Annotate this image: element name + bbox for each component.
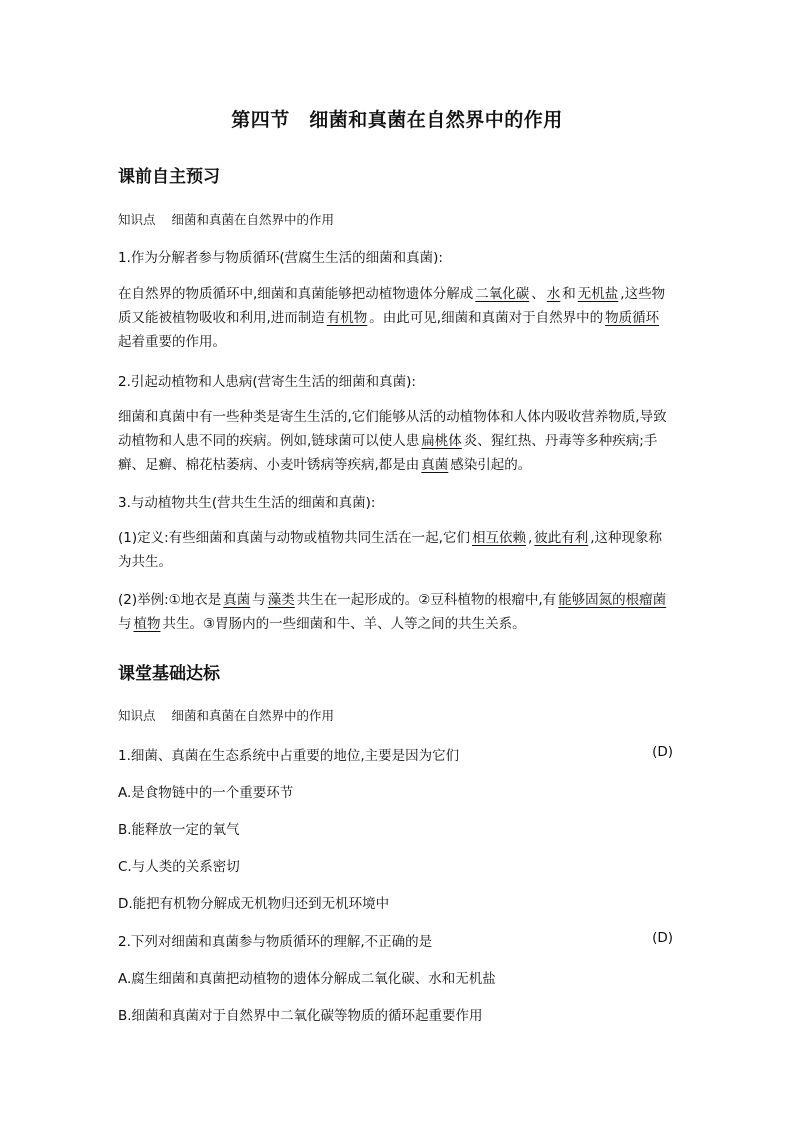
blank-answer: 扁桃体 [421,433,462,449]
kp-label: 知识点 [118,212,156,227]
point-3-examples [118,588,673,636]
kp-label: 知识点 [118,708,156,723]
point-1-title: 1.作为分解者参与物质循环(营腐生生活的细菌和真菌): [118,250,443,266]
text-run: (2)举例:①地衣是 [118,592,222,608]
question-1-option-c: C.与人类的关系密切 [118,859,240,875]
question-1-option-a: A.是食物链中的一个重要环节 [118,785,294,801]
question-2-answer: (D) [652,930,673,946]
blank-answer: 彼此有利 [534,530,589,546]
text-run: 、 [531,286,545,302]
point-1-paragraph [118,282,673,354]
blank-answer: 植物 [133,616,161,632]
point-3-definition [118,526,673,574]
text-run: (1)定义:有些细菌和真菌与动物或植物共同生活在一起,它们 [118,530,470,546]
blank-answer: 能够固氮的根瘤菌 [558,592,667,608]
blank-answer: 水 [546,286,561,302]
blank-answer: 有机物 [326,310,368,326]
point-2-title: 2.引起动植物和人患病(营寄生生活的细菌和真菌): [118,374,416,390]
blank-answer: 藻类 [267,592,295,608]
knowledge-point-label [118,210,334,228]
text-run: ,这些物质又能被植物吸收和利用,进而制造 [118,286,666,326]
kp-text: 细菌和真菌在自然界中的作用 [171,708,335,723]
text-run: , [527,530,533,546]
blank-answer: 相互依赖 [471,530,526,546]
text-run: 感染引起的。 [450,457,532,473]
question-1-answer: (D) [652,744,673,760]
question-1-option-b: B.能释放一定的氧气 [118,822,240,838]
section-heading-classroom: 课堂基础达标 [118,664,220,684]
question-2-stem: 2.下列对细菌和真菌参与物质循环的理解,不正确的是 [118,934,433,950]
text-run: 细菌和真菌中有一些种类是寄生生活的,它们能够从活的动植物体和人体内吸收营养物质,导致动植物和人患不同的疾病。例如,链球菌可以使人患 [118,409,667,449]
section-heading-preview: 课前自主预习 [118,167,220,187]
knowledge-point-label [118,706,334,724]
question-2-option-a: A.腐生细菌和真菌把动植物的遗体分解成二氧化碳、水和无机盐 [118,971,496,987]
blank-answer: 真菌 [223,592,251,608]
text-run: 共生在一起形成的。②豆科植物的根瘤中,有 [296,592,557,608]
page-title: 第四节 细菌和真菌在自然界中的作用 [231,109,563,131]
question-2-option-b: B.细菌和真菌对于自然界中二氧化碳等物质的循环起重要作用 [118,1008,483,1024]
point-2-paragraph [118,405,673,477]
blank-answer: 物质循环 [605,310,660,326]
blank-answer: 真菌 [421,457,449,473]
kp-text: 细菌和真菌在自然界中的作用 [171,212,335,227]
question-1-stem: 1.细菌、真菌在生态系统中占重要的地位,主要是因为它们 [118,748,460,764]
text-run: 炎、猩红热、丹毒等多种疾病;手癣、足癣、棉花枯萎病、小麦叶锈病等疾病,都是由 [118,433,658,473]
question-1-option-d: D.能把有机物分解成无机物归还到无机环境中 [118,896,390,912]
text-run: 起着重要的作用。 [118,334,226,350]
text-run: 共生。③胃肠内的一些细菌和牛、羊、人等之间的共生关系。 [162,616,526,632]
text-run: 。由此可见,细菌和真菌对于自然界中的 [369,310,604,326]
text-run: 和 [562,286,576,302]
blank-answer: 无机盐 [577,286,619,302]
text-run: 与 [252,592,266,608]
text-run: 在自然界的物质循环中,细菌和真菌能够把动植物遗体分解成 [118,286,474,302]
point-3-title: 3.与动植物共生(营共生生活的细菌和真菌): [118,495,376,511]
blank-answer: 二氧化碳 [475,286,530,302]
text-run: 与 [118,616,132,632]
text-run: ,这种现象称为共生。 [118,530,663,570]
